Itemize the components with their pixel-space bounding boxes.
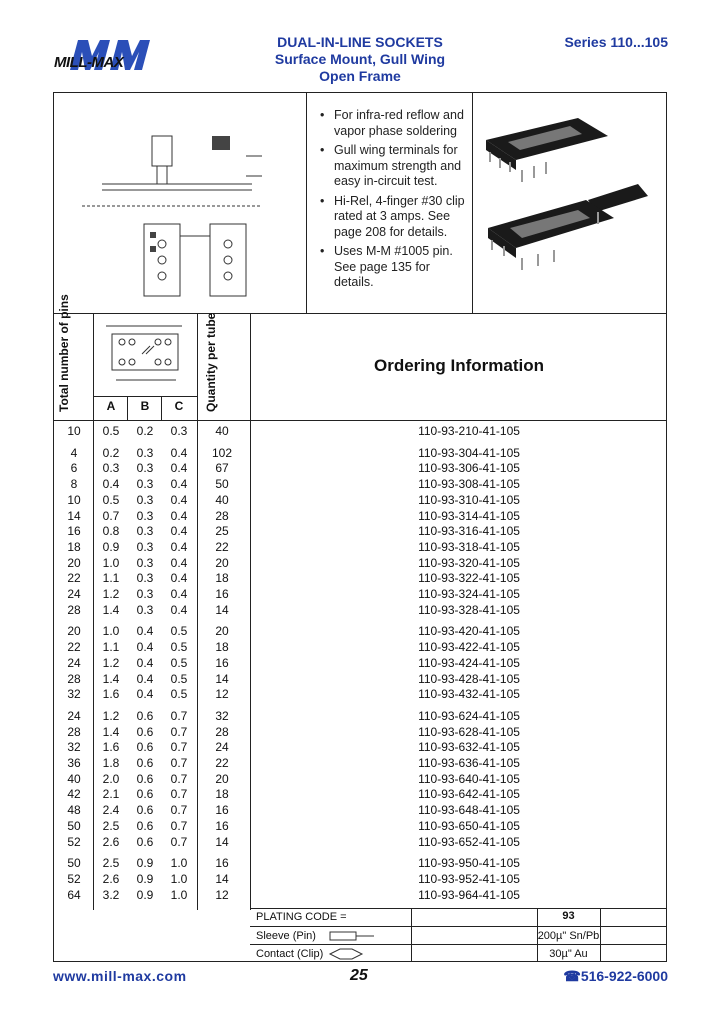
dim-b: 0.9: [136, 871, 154, 886]
table-row: [54, 461, 664, 476]
dim-b: 0.3: [136, 477, 154, 492]
pin-count: 52: [67, 871, 81, 886]
contact-label: Contact (Clip): [256, 948, 324, 960]
dim-a: 0.3: [102, 461, 120, 476]
dim-a: 1.0: [102, 624, 120, 639]
pin-count: 48: [67, 803, 81, 818]
pin-count: 8: [70, 477, 78, 492]
dim-c: 0.3: [170, 424, 188, 438]
feature-item: • For infra-red reflow and vapor phase soldering: [320, 108, 470, 139]
table-row: [54, 772, 664, 787]
qty-per-tube: 40: [215, 424, 229, 438]
dim-a: 1.1: [102, 640, 120, 655]
page-title: DUAL-IN-LINE SOCKETS Surface Mount, Gull Wing Open Frame: [274, 34, 446, 84]
part-number: 110-93-424-41-105: [418, 655, 520, 670]
dim-c: 0.4: [170, 477, 188, 492]
part-number: 110-93-632-41-105: [418, 740, 520, 755]
table-row: [54, 556, 664, 571]
dim-b: 0.6: [136, 708, 154, 723]
table-row: [54, 687, 664, 702]
part-number: 110-93-324-41-105: [418, 587, 520, 601]
dim-a: 1.1: [102, 571, 120, 586]
dim-a: 1.2: [102, 708, 120, 723]
plating-code-value: 93: [562, 910, 575, 922]
pin-count: 28: [67, 724, 81, 739]
dim-a: 2.5: [102, 818, 120, 833]
dim-b: 0.6: [136, 771, 154, 786]
dim-b: 0.4: [136, 687, 154, 702]
dim-a: 0.2: [102, 445, 120, 460]
dim-c: 0.5: [170, 687, 188, 702]
part-number: 110-93-306-41-105: [418, 461, 520, 476]
dim-c: 0.7: [170, 818, 188, 833]
qty-per-tube: 67: [215, 461, 229, 476]
part-number: 110-93-642-41-105: [418, 787, 520, 802]
plating-code-label: PLATING CODE =: [256, 911, 347, 923]
dim-a: 1.2: [102, 587, 120, 601]
part-number: 110-93-310-41-105: [418, 492, 520, 507]
dim-c: 0.7: [170, 834, 188, 849]
sleeve-icon: [328, 929, 378, 943]
dim-b: 0.6: [136, 740, 154, 755]
table-row: [54, 540, 664, 555]
dim-c: 0.4: [170, 508, 188, 523]
dim-b: 0.3: [136, 508, 154, 523]
dim-c: 0.4: [170, 571, 188, 586]
pin-count: 22: [67, 640, 81, 655]
dim-c: 0.4: [170, 555, 188, 570]
qty-per-tube: 20: [215, 771, 229, 786]
qty-per-tube: 14: [215, 871, 229, 886]
qty-per-tube: 14: [215, 602, 229, 617]
feature-item: • Hi-Rel, 4-finger #30 clip rated at 3 amps. See page 208 for details.: [320, 194, 470, 241]
pin-count: 16: [67, 524, 81, 539]
qty-per-tube: 16: [215, 856, 229, 871]
qty-per-tube: 16: [215, 655, 229, 670]
table-row: [54, 709, 664, 724]
qty-per-tube: 102: [211, 445, 233, 460]
dim-c: 0.4: [170, 492, 188, 507]
dim-b: 0.3: [136, 539, 154, 554]
table-row: [54, 424, 664, 439]
part-number: 110-93-964-41-105: [418, 887, 520, 902]
table-row: [54, 571, 664, 586]
qty-per-tube: 18: [215, 571, 229, 586]
part-number: 110-93-210-41-105: [418, 424, 520, 438]
dim-b: 0.4: [136, 624, 154, 639]
part-number: 110-93-304-41-105: [418, 445, 520, 460]
pin-count: 32: [67, 687, 81, 702]
dim-c: 0.4: [170, 539, 188, 554]
table-row: [54, 624, 664, 639]
dim-c: 1.0: [170, 887, 188, 902]
table-row: [54, 835, 664, 850]
table-row: [54, 509, 664, 524]
pin-count: 40: [67, 771, 81, 786]
contact-icon: [328, 947, 378, 961]
dim-a: 1.6: [102, 687, 120, 702]
table-row: [54, 672, 664, 687]
pin-count: 42: [67, 787, 81, 802]
pin-count: 52: [67, 834, 81, 849]
pin-count: 6: [70, 461, 78, 476]
pin-count: 10: [67, 492, 81, 507]
phone-number: ☎516-922-6000: [563, 968, 668, 984]
page-number: 25: [350, 967, 368, 984]
pin-layout-diagram: [96, 318, 194, 392]
dim-a: 1.0: [102, 555, 120, 570]
sleeve-label: Sleeve (Pin): [256, 930, 316, 942]
qty-per-tube: 14: [215, 834, 229, 849]
dim-c: 0.4: [170, 461, 188, 476]
part-number: 110-93-432-41-105: [418, 687, 520, 702]
dim-b: 0.3: [136, 461, 154, 476]
table-row: [54, 603, 664, 618]
qty-per-tube: 14: [215, 671, 229, 686]
dim-b: 0.6: [136, 787, 154, 802]
pin-count: 24: [67, 708, 81, 723]
dim-b: 0.9: [136, 856, 154, 871]
pin-count: 50: [67, 856, 81, 871]
dimension-drawing: [62, 96, 302, 310]
sleeve-value: 200µ" Sn/Pb: [537, 930, 600, 942]
part-number: 110-93-318-41-105: [418, 539, 520, 554]
qty-per-tube: 25: [215, 524, 229, 539]
pin-count: 20: [67, 624, 81, 639]
feature-item: • Uses M-M #1005 pin. See page 135 for details.: [320, 244, 470, 291]
dim-b: 0.4: [136, 655, 154, 670]
qty-per-tube: 20: [215, 624, 229, 639]
dim-b: 0.9: [136, 887, 154, 902]
feature-item: • Gull wing terminals for maximum strength and easy in-circuit test.: [320, 143, 470, 190]
dim-a: 0.9: [102, 539, 120, 554]
ordering-title: Ordering Information: [374, 356, 544, 375]
dim-a: 0.8: [102, 524, 120, 539]
series-label: Series 110...105: [564, 34, 668, 50]
qty-per-tube: 12: [215, 887, 229, 902]
pin-count: 36: [67, 756, 81, 770]
feature-list: [320, 108, 470, 295]
qty-per-tube: 16: [215, 587, 229, 601]
dim-a: 0.7: [102, 508, 120, 523]
dim-a: 2.5: [102, 856, 120, 871]
dim-a: 1.4: [102, 671, 120, 686]
table-row: [54, 872, 664, 887]
part-number: 110-93-952-41-105: [418, 871, 520, 886]
dim-c: 0.7: [170, 771, 188, 786]
dim-a: 2.4: [102, 803, 120, 818]
dim-b: 0.6: [136, 724, 154, 739]
dim-c: 0.7: [170, 756, 188, 770]
table-row: [54, 888, 664, 903]
pin-count: 18: [67, 539, 81, 554]
pin-count: 28: [67, 602, 81, 617]
header-quantity: Quantity per tube: [204, 312, 218, 412]
dim-b: 0.3: [136, 602, 154, 617]
part-number: 110-93-322-41-105: [418, 571, 520, 586]
part-number: 110-93-320-41-105: [418, 555, 520, 570]
pin-count: 64: [67, 887, 81, 902]
dim-b: 0.6: [136, 756, 154, 770]
table-row: [54, 856, 664, 871]
dim-a: 1.6: [102, 740, 120, 755]
part-number: 110-93-328-41-105: [418, 602, 520, 617]
dim-c: 0.4: [170, 524, 188, 539]
pin-count: 50: [67, 818, 81, 833]
table-row: [54, 640, 664, 655]
dim-b: 0.6: [136, 803, 154, 818]
qty-per-tube: 22: [215, 756, 229, 770]
table-row: [54, 787, 664, 802]
pin-count: 24: [67, 655, 81, 670]
header-col-b: B: [140, 399, 150, 413]
pin-count: 20: [67, 555, 81, 570]
pin-count: 10: [67, 424, 81, 438]
dim-a: 1.4: [102, 724, 120, 739]
header-col-c: C: [174, 399, 184, 413]
pin-count: 14: [67, 508, 81, 523]
pin-count: 4: [70, 445, 78, 460]
dim-c: 0.4: [170, 587, 188, 601]
qty-per-tube: 22: [215, 539, 229, 554]
table-row: [54, 740, 664, 755]
part-number: 110-93-316-41-105: [418, 524, 520, 539]
dim-c: 0.7: [170, 787, 188, 802]
qty-per-tube: 12: [215, 687, 229, 702]
dim-c: 0.5: [170, 640, 188, 655]
dim-a: 1.8: [102, 756, 120, 770]
dim-b: 0.4: [136, 671, 154, 686]
header-total-pins: Total number of pins: [57, 294, 71, 412]
part-number: 110-93-422-41-105: [418, 640, 520, 655]
socket-photo: [478, 100, 664, 300]
part-number: 110-93-420-41-105: [418, 624, 520, 639]
phone-icon: ☎: [563, 968, 581, 984]
logo-text: MILL-MAX: [54, 54, 124, 71]
dim-c: 0.7: [170, 740, 188, 755]
table-row: [54, 725, 664, 740]
qty-per-tube: 16: [215, 818, 229, 833]
dim-b: 0.3: [136, 587, 154, 601]
pin-count: 24: [67, 587, 81, 601]
dim-c: 0.4: [170, 445, 188, 460]
qty-per-tube: 18: [215, 640, 229, 655]
dim-a: 0.5: [102, 492, 120, 507]
part-number: 110-93-624-41-105: [418, 708, 520, 723]
table-row: [54, 803, 664, 818]
table-row: [54, 446, 664, 461]
dim-b: 0.2: [136, 424, 154, 438]
part-number: 110-93-648-41-105: [418, 803, 520, 818]
table-row: [54, 656, 664, 671]
part-number: 110-93-428-41-105: [418, 671, 520, 686]
table-row: [54, 587, 664, 602]
dim-a: 2.6: [102, 834, 120, 849]
dim-c: 1.0: [170, 871, 188, 886]
qty-per-tube: 40: [215, 492, 229, 507]
qty-per-tube: 32: [215, 708, 229, 723]
qty-per-tube: 16: [215, 803, 229, 818]
part-number: 110-93-950-41-105: [418, 856, 520, 871]
table-row: [54, 819, 664, 834]
dim-a: 0.5: [102, 424, 120, 438]
qty-per-tube: 20: [215, 555, 229, 570]
pin-count: 28: [67, 671, 81, 686]
part-number: 110-93-652-41-105: [418, 834, 520, 849]
dim-c: 0.7: [170, 708, 188, 723]
part-number: 110-93-640-41-105: [418, 771, 520, 786]
dim-c: 0.5: [170, 655, 188, 670]
dim-a: 1.4: [102, 602, 120, 617]
dim-c: 0.7: [170, 803, 188, 818]
qty-per-tube: 18: [215, 787, 229, 802]
dim-c: 0.5: [170, 624, 188, 639]
dim-b: 0.3: [136, 524, 154, 539]
website-link[interactable]: www.mill-max.com: [53, 968, 187, 984]
dim-b: 0.6: [136, 834, 154, 849]
part-number: 110-93-628-41-105: [418, 724, 520, 739]
dim-c: 0.5: [170, 671, 188, 686]
table-row: [54, 477, 664, 492]
qty-per-tube: 50: [215, 477, 229, 492]
table-row: [54, 493, 664, 508]
header-col-a: A: [106, 399, 116, 413]
dim-b: 0.3: [136, 492, 154, 507]
dim-c: 0.7: [170, 724, 188, 739]
pin-count: 32: [67, 740, 81, 755]
dim-b: 0.6: [136, 818, 154, 833]
qty-per-tube: 24: [215, 740, 229, 755]
dim-b: 0.3: [136, 445, 154, 460]
dim-b: 0.4: [136, 640, 154, 655]
dim-a: 2.1: [102, 787, 120, 802]
part-number: 110-93-314-41-105: [418, 508, 520, 523]
dim-a: 1.2: [102, 655, 120, 670]
dim-a: 3.2: [102, 887, 120, 902]
qty-per-tube: 28: [215, 724, 229, 739]
dim-b: 0.3: [136, 571, 154, 586]
contact-value: 30µ" Au: [549, 948, 588, 960]
dim-a: 2.6: [102, 871, 120, 886]
qty-per-tube: 28: [215, 508, 229, 523]
part-number: 110-93-308-41-105: [418, 477, 520, 492]
part-number: 110-93-636-41-105: [418, 756, 520, 770]
pin-count: 22: [67, 571, 81, 586]
table-row: [54, 524, 664, 539]
dim-c: 0.4: [170, 602, 188, 617]
dim-c: 1.0: [170, 856, 188, 871]
dim-a: 0.4: [102, 477, 120, 492]
table-row: [54, 756, 664, 771]
dim-a: 2.0: [102, 771, 120, 786]
part-number: 110-93-650-41-105: [418, 818, 520, 833]
dim-b: 0.3: [136, 555, 154, 570]
